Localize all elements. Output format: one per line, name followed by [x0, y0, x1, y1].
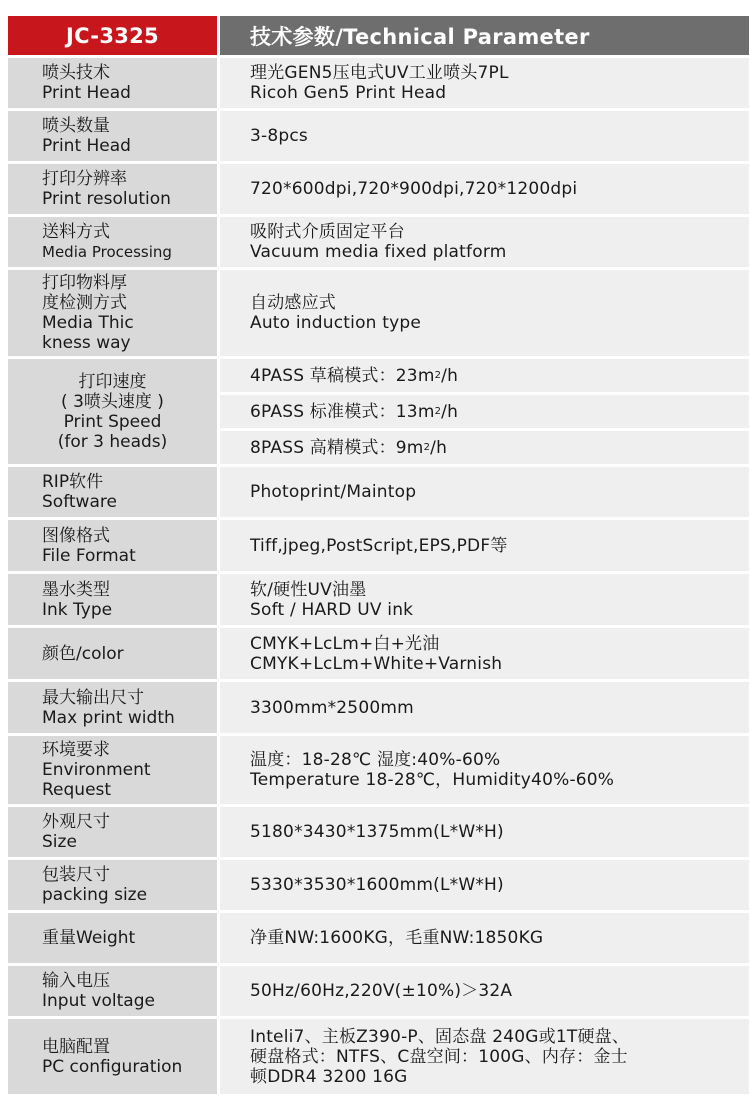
row-value: Inteli7、主板Z390-P、固态盘 240G或1T硬盘、 硬盘格式：NTFS、C盘空间：100G、内存：金士 顿DDR4 3200 16G — [220, 1019, 749, 1094]
row-label: RIP软件 Software — [8, 467, 217, 517]
table-row-size — [8, 807, 749, 857]
row-label: 电脑配置 PC configuration — [8, 1019, 217, 1094]
row-label: 颜色/color — [8, 628, 217, 679]
row-label: 环境要求 Environment Request — [8, 736, 217, 804]
row-value — [220, 359, 749, 464]
row-label: 打印分辨率 Print resolution — [8, 164, 217, 214]
row-value: 5180*3430*1375mm(L*W*H) — [220, 807, 749, 857]
table-title: 技术参数/Technical Parameter — [220, 16, 749, 55]
table-row-print-speed — [8, 359, 749, 464]
row-value: 5330*3530*1600mm(L*W*H) — [220, 860, 749, 910]
table-row-resolution — [8, 164, 749, 214]
table-row-media-processing — [8, 217, 749, 267]
row-label: 打印物料厚 度检测方式 Media Thic kness way — [8, 270, 217, 356]
row-label: 喷头数量 Print Head — [8, 111, 217, 161]
row-label: 图像格式 File Format — [8, 520, 217, 571]
row-value: 3-8pcs — [220, 111, 749, 161]
row-value: 50Hz/60Hz,220V(±10%)＞32A — [220, 966, 749, 1016]
speed-6pass: 6PASS 标准模式：13m 2 /h — [220, 395, 749, 428]
table-row-weight — [8, 913, 749, 963]
row-value: 理光GEN5压电式UV工业喷头7PL Ricoh Gen5 Print Head — [220, 58, 749, 108]
row-value: 吸附式介质固定平台 Vacuum media fixed platform — [220, 217, 749, 267]
model-name: JC-3325 — [8, 16, 217, 55]
table-row-print-head-qty — [8, 111, 749, 161]
table-row-file-format — [8, 520, 749, 571]
row-value: 净重NW:1600KG，毛重NW:1850KG — [220, 913, 749, 963]
table-row-print-head — [8, 58, 749, 108]
row-label: 包装尺寸 packing size — [8, 860, 217, 910]
row-label: 喷头技术 Print Head — [8, 58, 217, 108]
table-header — [8, 16, 749, 55]
table-row-color — [8, 628, 749, 679]
row-label: 输入电压 Input voltage — [8, 966, 217, 1016]
table-row-ink-type — [8, 574, 749, 625]
table-row-thickness-detection — [8, 270, 749, 356]
table-row-environment — [8, 736, 749, 804]
row-label: 送料方式 Media Processing — [8, 217, 217, 267]
table-row-rip-software — [8, 467, 749, 517]
row-label: 外观尺寸 Size — [8, 807, 217, 857]
row-value: CMYK+LcLm+白+光油 CMYK+LcLm+White+Varnish — [220, 628, 749, 679]
speed-8pass: 8PASS 高精模式：9m 2 /h — [220, 431, 749, 464]
row-value: 温度：18-28℃ 湿度:40%-60% Temperature 18-28℃，Humidity40%-60% — [220, 736, 749, 804]
table-row-input-voltage — [8, 966, 749, 1016]
row-value: Photoprint/Maintop — [220, 467, 749, 517]
row-value: 720*600dpi,720*900dpi,720*1200dpi — [220, 164, 749, 214]
table-row-pc-configuration — [8, 1019, 749, 1094]
row-label: 墨水类型 Ink Type — [8, 574, 217, 625]
table-row-packing-size — [8, 860, 749, 910]
speed-4pass: 4PASS 草稿模式：23m 2 /h — [220, 359, 749, 392]
row-value: 3300mm*2500mm — [220, 682, 749, 733]
row-label: 重量Weight — [8, 913, 217, 963]
row-value: Tiff,jpeg,PostScript,EPS,PDF等 — [220, 520, 749, 571]
table-row-max-print-width — [8, 682, 749, 733]
row-value: 软/硬性UV油墨 Soft / HARD UV ink — [220, 574, 749, 625]
row-value: 自动感应式 Auto induction type — [220, 270, 749, 356]
spec-sheet — [8, 16, 749, 1094]
row-label: 最大输出尺寸 Max print width — [8, 682, 217, 733]
row-label: 打印速度 ( 3喷头速度 ) Print Speed (for 3 heads) — [8, 359, 217, 464]
